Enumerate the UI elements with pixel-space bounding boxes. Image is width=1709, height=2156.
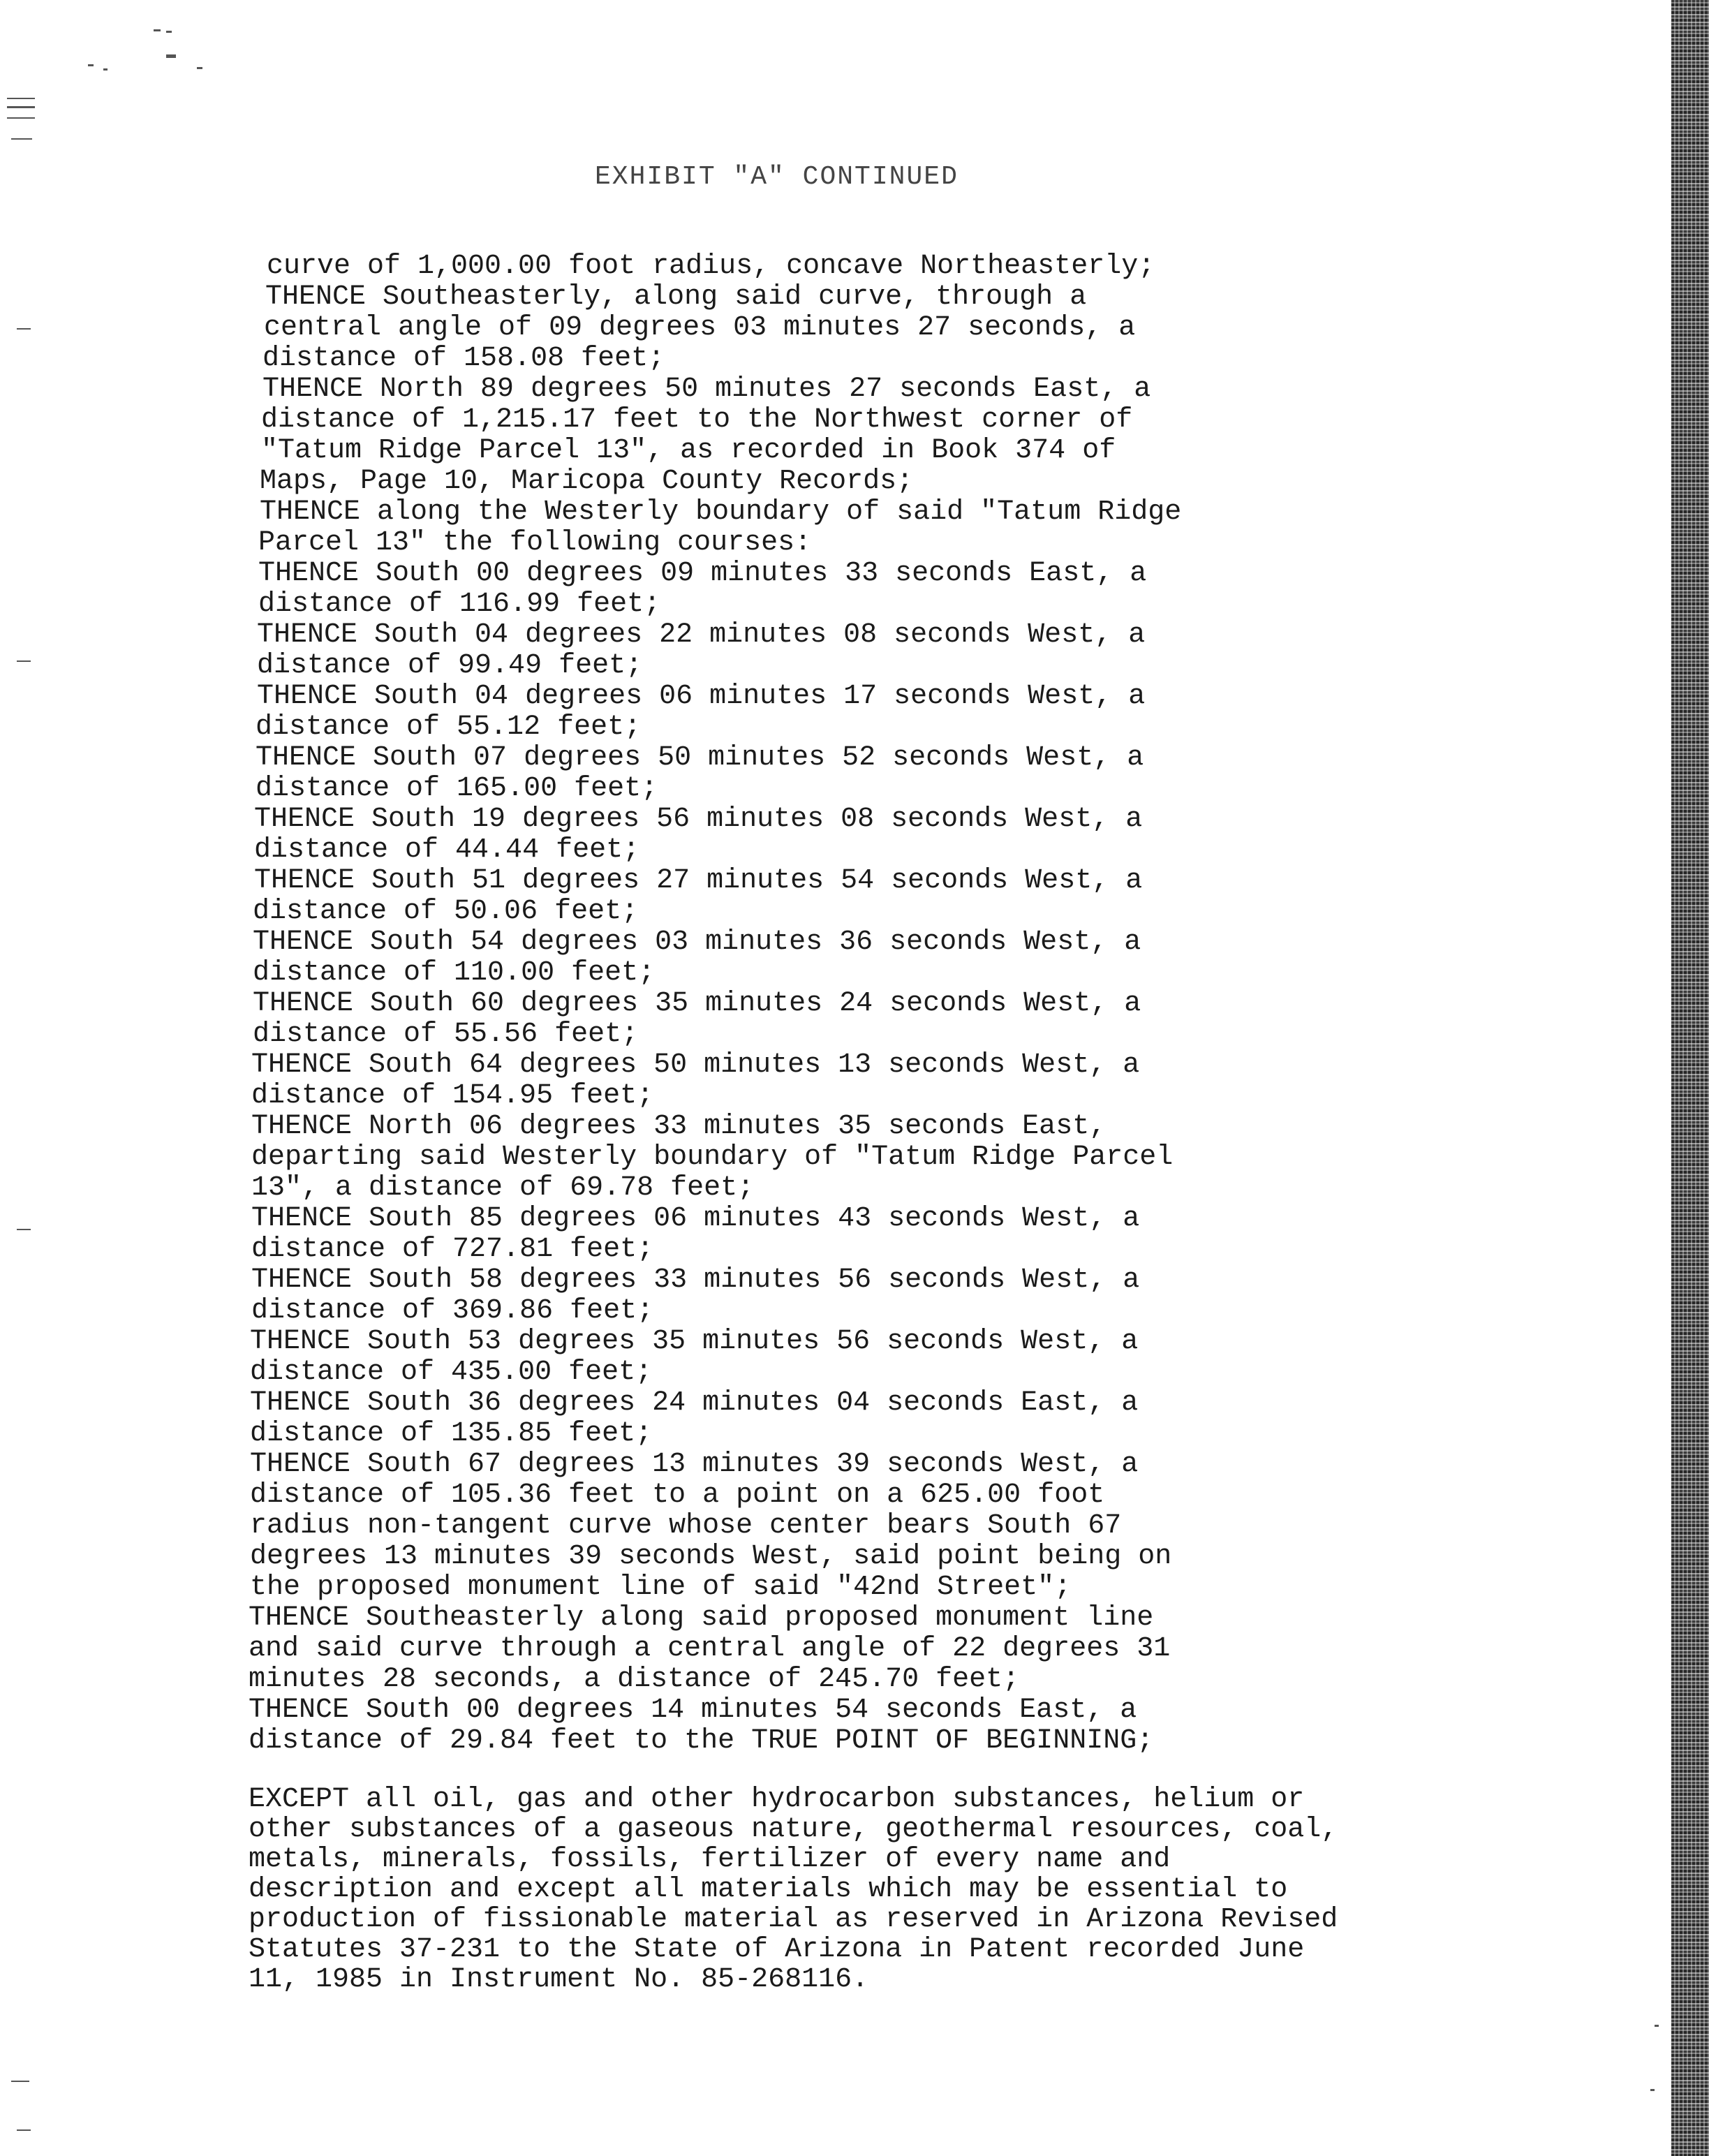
text-line: distance of 99.49 feet;: [257, 650, 643, 681]
scan-mark: [7, 117, 35, 119]
text-line: THENCE South 36 degrees 24 minutes 04 seconds East, a: [250, 1387, 1139, 1419]
scan-mark: [166, 54, 176, 58]
text-line: distance of 110.00 feet;: [253, 957, 656, 989]
text-line: curve of 1,000.00 foot radius, concave Northeasterly;: [267, 251, 1155, 282]
text-line: description and except all materials which may be essential to: [249, 1874, 1288, 1905]
scan-mark: [17, 328, 31, 330]
scan-mark: [17, 2129, 31, 2131]
scan-mark: [17, 660, 31, 662]
text-line: other substances of a gaseous nature, geothermal resources, coal,: [249, 1814, 1338, 1845]
scan-mark: [154, 29, 161, 31]
text-line: distance of 1,215.17 feet to the Northwest corner of: [261, 404, 1133, 436]
text-line: central angle of 09 degrees 03 minutes 27 seconds, a: [264, 312, 1136, 344]
text-line: distance of 154.95 feet;: [251, 1080, 654, 1112]
text-line: distance of 727.81 feet;: [251, 1234, 654, 1265]
scan-mark: [166, 31, 172, 33]
text-line: 13", a distance of 69.78 feet;: [251, 1172, 755, 1204]
text-line: THENCE Southeasterly along said proposed monument line: [249, 1602, 1154, 1634]
text-line: "Tatum Ridge Parcel 13", as recorded in Book 374 of: [261, 435, 1116, 466]
document-heading: EXHIBIT "A" CONTINUED: [595, 162, 959, 192]
text-line: distance of 158.08 feet;: [262, 343, 665, 374]
text-line: departing said Westerly boundary of "Tatum Ridge Parcel: [251, 1142, 1174, 1173]
text-line: THENCE South 07 degrees 50 minutes 52 seconds West, a: [256, 742, 1144, 774]
scan-mark: [7, 98, 35, 99]
scan-mark: [11, 2081, 29, 2082]
text-line: EXCEPT all oil, gas and other hydrocarbon substances, helium or: [249, 1784, 1305, 1815]
text-line: and said curve through a central angle of 22 degrees 31: [249, 1633, 1171, 1664]
text-line: distance of 50.06 feet;: [253, 896, 639, 927]
text-line: Parcel 13" the following courses:: [258, 527, 812, 559]
text-line: THENCE South 53 degrees 35 minutes 56 seconds West, a: [250, 1326, 1139, 1357]
text-line: THENCE South 51 degrees 27 minutes 54 seconds West, a: [254, 865, 1143, 896]
text-line: distance of 29.84 feet to the TRUE POINT OF BEGINNING;: [249, 1725, 1154, 1757]
text-line: THENCE North 89 degrees 50 minutes 27 seconds East, a: [262, 374, 1151, 405]
text-line: THENCE South 54 degrees 03 minutes 36 seconds West, a: [253, 926, 1141, 958]
text-line: THENCE South 00 degrees 09 minutes 33 seconds East, a: [258, 558, 1147, 589]
text-line: radius non-tangent curve whose center bears South 67: [250, 1510, 1122, 1542]
text-line: production of fissionable material as reserved in Arizona Revised: [249, 1904, 1338, 1935]
text-line: degrees 13 minutes 39 seconds West, said point being on: [250, 1541, 1172, 1572]
text-line: THENCE South 00 degrees 14 minutes 54 seconds East, a: [249, 1694, 1137, 1726]
text-line: distance of 105.36 feet to a point on a 625.00 foot: [250, 1479, 1105, 1511]
scan-mark: [197, 67, 202, 69]
text-line: THENCE Southeasterly, along said curve, through a: [265, 281, 1087, 313]
text-line: distance of 435.00 feet;: [250, 1357, 653, 1388]
text-line: THENCE South 85 degrees 06 minutes 43 seconds West, a: [251, 1203, 1140, 1234]
scanner-edge-texture: [1671, 0, 1709, 2156]
text-line: THENCE South 04 degrees 22 minutes 08 seconds West, a: [257, 619, 1146, 651]
text-line: THENCE along the Westerly boundary of said "Tatum Ridge: [260, 496, 1182, 528]
text-line: minutes 28 seconds, a distance of 245.70 feet;: [249, 1664, 1020, 1695]
text-line: distance of 55.56 feet;: [253, 1019, 639, 1050]
scan-mark: [103, 68, 108, 71]
text-line: THENCE South 19 degrees 56 minutes 08 seconds West, a: [254, 804, 1143, 835]
text-line: the proposed monument line of said "42nd Street";: [250, 1572, 1072, 1603]
text-line: distance of 369.86 feet;: [251, 1295, 654, 1327]
text-line: THENCE South 58 degrees 33 minutes 56 seconds West, a: [251, 1264, 1140, 1296]
legal-description: [249, 251, 1565, 1757]
scan-mark: [1650, 2089, 1655, 2091]
scan-mark: [7, 106, 35, 108]
scan-mark: [17, 1229, 31, 1230]
text-line: distance of 44.44 feet;: [254, 834, 640, 866]
scan-mark: [11, 138, 32, 140]
text-line: THENCE North 06 degrees 33 minutes 35 seconds East,: [251, 1111, 1107, 1142]
text-line: Statutes 37-231 to the State of Arizona in Patent recorded June: [249, 1934, 1305, 1965]
text-line: THENCE South 67 degrees 13 minutes 39 seconds West, a: [250, 1449, 1139, 1480]
text-line: Maps, Page 10, Maricopa County Records;: [260, 466, 914, 497]
text-line: THENCE South 04 degrees 06 minutes 17 seconds West, a: [257, 681, 1146, 712]
text-line: distance of 55.12 feet;: [256, 711, 642, 743]
text-line: THENCE South 64 degrees 50 minutes 13 seconds West, a: [251, 1049, 1140, 1081]
text-line: distance of 135.85 feet;: [250, 1418, 653, 1449]
text-line: THENCE South 60 degrees 35 minutes 24 seconds West, a: [253, 988, 1141, 1019]
scan-mark: [1655, 2025, 1659, 2027]
text-line: distance of 116.99 feet;: [258, 589, 661, 620]
scan-mark: [88, 64, 94, 66]
text-line: 11, 1985 in Instrument No. 85-268116.: [249, 1964, 869, 1995]
text-line: distance of 165.00 feet;: [256, 773, 658, 804]
text-line: metals, minerals, fossils, fertilizer of every name and: [249, 1844, 1171, 1875]
except-paragraph: [249, 1785, 1575, 1995]
scanner-edge-noise: [1671, 0, 1709, 2156]
